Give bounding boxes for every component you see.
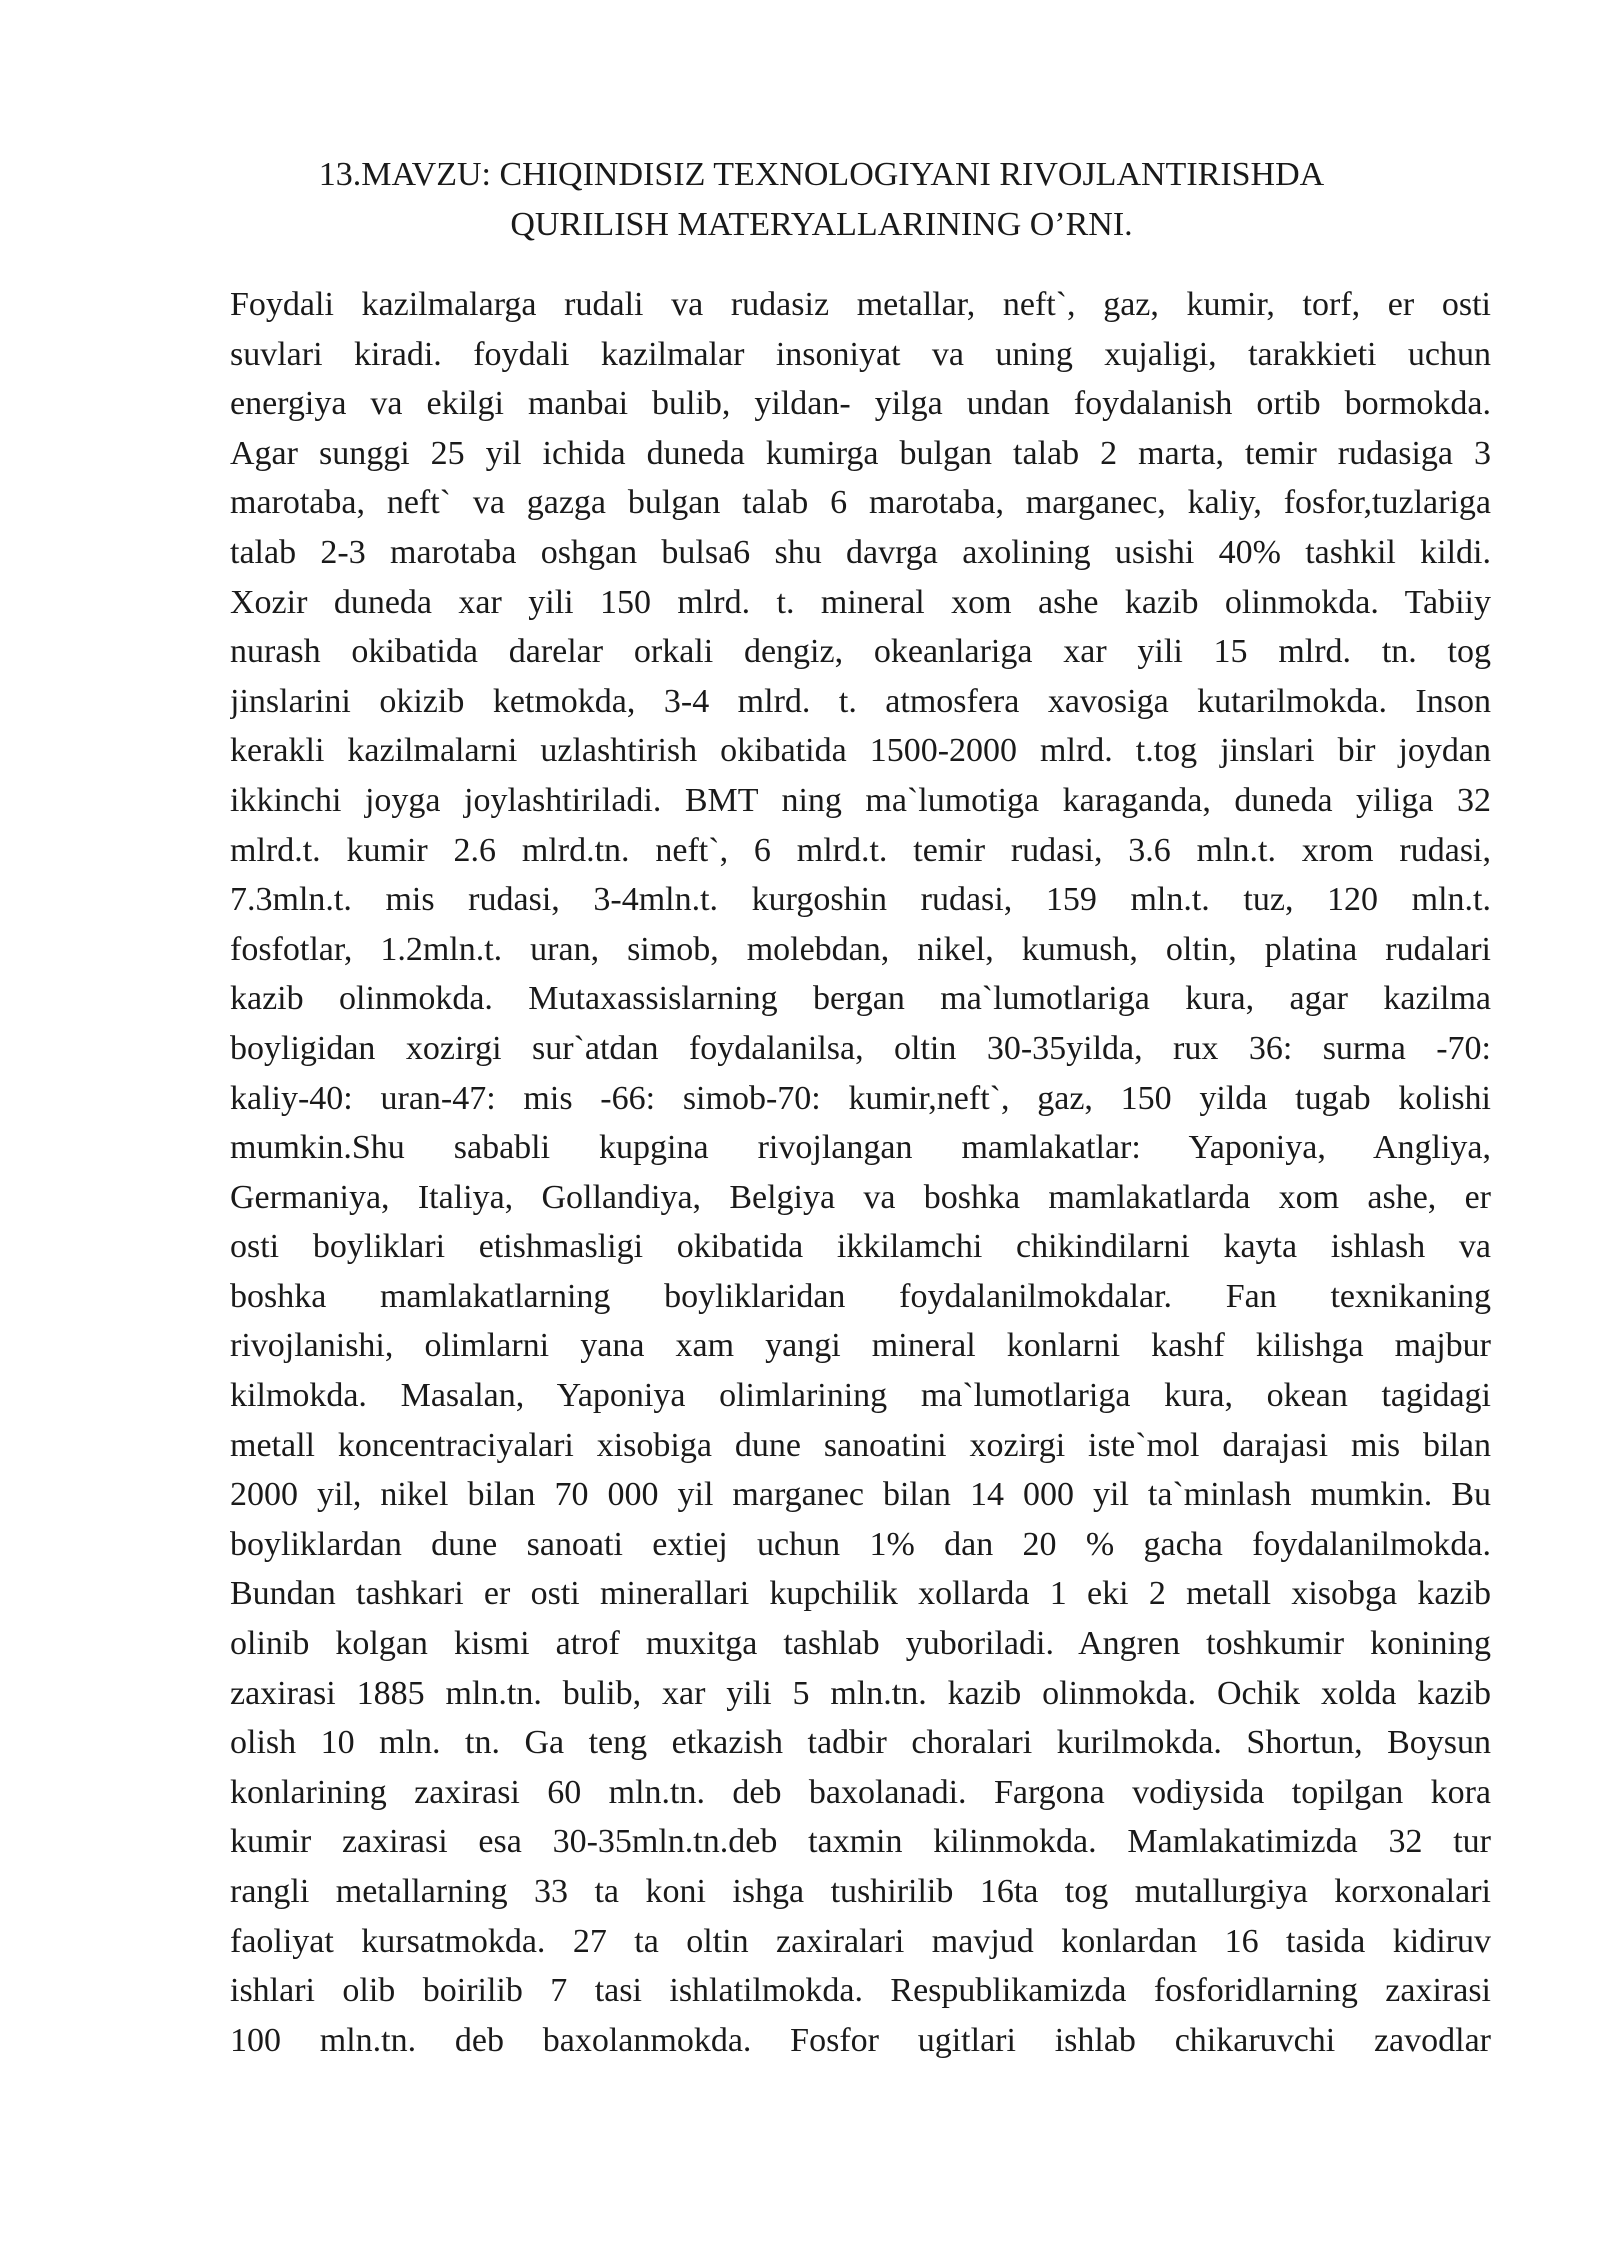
paragraph-line: suvlari kiradi. foydali kazilmalar insoniyat va uning xujaligi, tarakkieti uchun bbox=[230, 335, 1491, 373]
paragraph-line: boyligidan xozirgi sur`atdan foydalanilsa, oltin 30-35yilda, rux 36: surma -70: bbox=[230, 1029, 1491, 1067]
paragraph-line: Agar sunggi 25 yil ichida duneda kumirga bulgan talab 2 marta, temir rudasiga 3 bbox=[230, 434, 1491, 472]
paragraph-line: kerakli kazilmalarni uzlashtirish okibatida 1500-2000 mlrd. t.tog jinslari bir joydan bbox=[230, 732, 1491, 770]
paragraph-line: marotaba, neft` va gazga bulgan talab 6 marotaba, marganec, kaliy, fosfor,tuzlariga bbox=[230, 484, 1491, 522]
document-body bbox=[230, 280, 1491, 2065]
paragraph-line: ishlari olib boirilib 7 tasi ishlatilmokda. Respublikamizda fosforidlarning zaxirasi bbox=[230, 1972, 1491, 2010]
title-line-1: 13.MAVZU: CHIQINDISIZ TEXNOLOGIYANI RIVOJLANTIRISHDA bbox=[318, 156, 1325, 193]
paragraph-line: osti boyliklari etishmasligi okibatida ikkilamchi chikindilarni kayta ishlash va bbox=[230, 1228, 1491, 1266]
paragraph-line: talab 2-3 marotaba oshgan bulsa6 shu davrga axolining usishi 40% tashkil kildi. bbox=[230, 533, 1491, 571]
paragraph-line: Bundan tashkari er osti minerallari kupchilik xollarda 1 eki 2 metall xisobga kazib bbox=[230, 1575, 1491, 1613]
paragraph-line: faoliyat kursatmokda. 27 ta oltin zaxiralari mavjud konlardan 16 tasida kidiruv bbox=[230, 1922, 1491, 1960]
paragraph-line: nurash okibatida darelar orkali dengiz, okeanlariga xar yili 15 mlrd. tn. tog bbox=[230, 633, 1491, 671]
title-line-2: QURILISH MATERYALLARINING O’RNI. bbox=[510, 206, 1133, 243]
paragraph-line: mumkin.Shu sababli kupgina rivojlangan mamlakatlar: Yaponiya, Angliya, bbox=[230, 1129, 1491, 1167]
paragraph-line: kilmokda. Masalan, Yaponiya olimlarining ma`lumotlariga kura, okean tagidagi bbox=[230, 1377, 1491, 1415]
paragraph-line: metall koncentraciyalari xisobiga dune sanoatini xozirgi iste`mol darajasi mis bilan bbox=[230, 1426, 1491, 1464]
paragraph-line: olish 10 mln. tn. Ga teng etkazish tadbir choralari kurilmokda. Shortun, Boysun bbox=[230, 1724, 1491, 1762]
paragraph-line: kaliy-40: uran-47: mis -66: simob-70: kumir,neft`, gaz, 150 yilda tugab kolishi bbox=[230, 1079, 1491, 1117]
paragraph-line: rangli metallarning 33 ta koni ishga tushirilib 16ta tog mutallurgiya korxonalari bbox=[230, 1873, 1491, 1910]
paragraph-line: jinslarini okizib ketmokda, 3-4 mlrd. t. atmosfera xavosiga kutarilmokda. Inson bbox=[230, 682, 1491, 720]
paragraph-line: olinib kolgan kismi atrof muxitga tashlab yuboriladi. Angren toshkumir konining bbox=[230, 1625, 1491, 1663]
paragraph-line: fosfotlar, 1.2mln.t. uran, simob, molebdan, nikel, kumush, oltin, platina rudalari bbox=[230, 930, 1491, 968]
paragraph-line: 7.3mln.t. mis rudasi, 3-4mln.t. kurgoshin rudasi, 159 mln.t. tuz, 120 mln.t. bbox=[230, 881, 1491, 919]
paragraph-line: ikkinchi joyga joylashtiriladi. BMT ning ma`lumotiga karaganda, duneda yiliga 32 bbox=[230, 781, 1491, 819]
paragraph-line: 100 mln.tn. deb baxolanmokda. Fosfor ugitlari ishlab chikaruvchi zavodlar bbox=[230, 2021, 1491, 2059]
paragraph-line: Foydali kazilmalarga rudali va rudasiz metallar, neft`, gaz, kumir, torf, er osti bbox=[230, 286, 1491, 323]
paragraph-line: konlarining zaxirasi 60 mln.tn. deb baxolanadi. Fargona vodiysida topilgan kora bbox=[230, 1773, 1491, 1811]
paragraph-line: kazib olinmokda. Mutaxassislarning bergan ma`lumotlariga kura, agar kazilma bbox=[230, 980, 1491, 1018]
paragraph-line: mlrd.t. kumir 2.6 mlrd.tn. neft`, 6 mlrd.t. temir rudasi, 3.6 mln.t. xrom rudasi, bbox=[230, 831, 1491, 869]
paragraph-line: energiya va ekilgi manbai bulib, yildan- yilga undan foydalanish ortib bormokda. bbox=[230, 385, 1491, 423]
paragraph-line: boshka mamlakatlarning boyliklaridan foydalanilmokdalar. Fan texnikaning bbox=[230, 1277, 1491, 1315]
document-title bbox=[230, 150, 1413, 250]
paragraph-line: rivojlanishi, olimlarni yana xam yangi mineral konlarni kashf kilishga majbur bbox=[230, 1327, 1491, 1365]
paragraph-line: Xozir duneda xar yili 150 mlrd. t. mineral xom ashe kazib olinmokda. Tabiiy bbox=[230, 583, 1491, 621]
paragraph-line: 2000 yil, nikel bilan 70 000 yil marganec bilan 14 000 yil ta`minlash mumkin. Bu bbox=[230, 1476, 1491, 1514]
paragraph-line: zaxirasi 1885 mln.tn. bulib, xar yili 5 mln.tn. kazib olinmokda. Ochik xolda kazib bbox=[230, 1674, 1491, 1712]
paragraph-line: kumir zaxirasi esa 30-35mln.tn.deb taxmin kilinmokda. Mamlakatimizda 32 tur bbox=[230, 1823, 1491, 1861]
paragraph-line: boyliklardan dune sanoati extiej uchun 1% dan 20 % gacha foydalanilmokda. bbox=[230, 1525, 1491, 1563]
paragraph-line: Germaniya, Italiya, Gollandiya, Belgiya va boshka mamlakatlarda xom ashe, er bbox=[230, 1178, 1491, 1216]
